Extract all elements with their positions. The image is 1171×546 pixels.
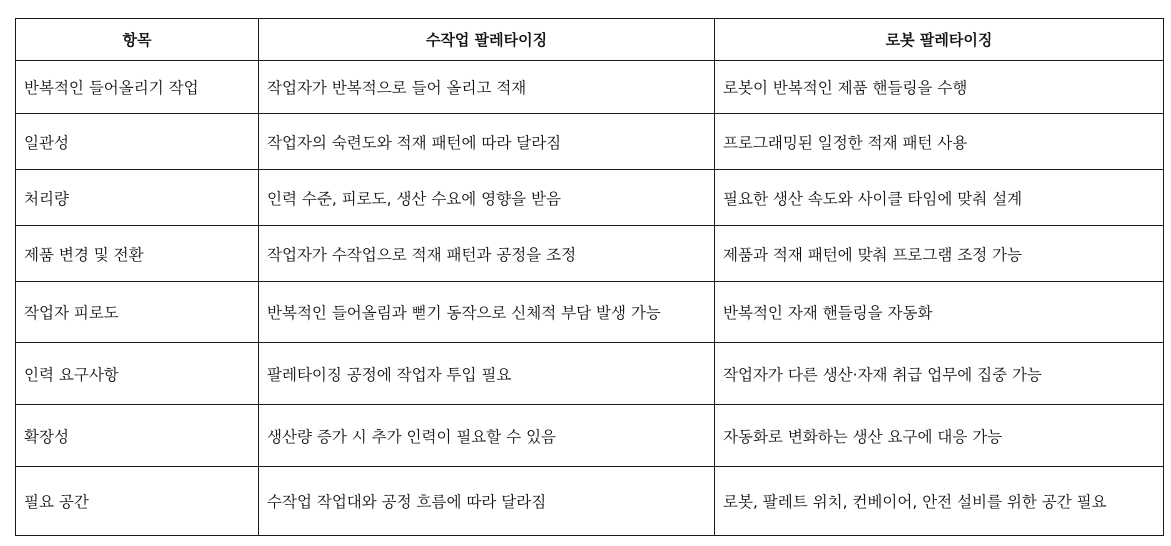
manual-cell: 작업자가 수작업으로 적재 패턴과 공정을 조정 bbox=[259, 226, 715, 282]
header-row bbox=[16, 19, 1164, 61]
table-row bbox=[16, 405, 1164, 467]
row-label: 처리량 bbox=[16, 170, 259, 226]
robot-cell: 프로그래밍된 일정한 적재 패턴 사용 bbox=[715, 114, 1164, 170]
table-row bbox=[16, 226, 1164, 282]
manual-cell: 생산량 증가 시 추가 인력이 필요할 수 있음 bbox=[259, 405, 715, 467]
row-label: 반복적인 들어올리기 작업 bbox=[16, 61, 259, 114]
header-robot-palletizing: 로봇 팔레타이징 bbox=[715, 19, 1164, 61]
row-label: 확장성 bbox=[16, 405, 259, 467]
manual-cell: 반복적인 들어올림과 뻗기 동작으로 신체적 부담 발생 가능 bbox=[259, 282, 715, 343]
table-row bbox=[16, 114, 1164, 170]
robot-cell: 자동화로 변화하는 생산 요구에 대응 가능 bbox=[715, 405, 1164, 467]
robot-cell: 반복적인 자재 핸들링을 자동화 bbox=[715, 282, 1164, 343]
comparison-table bbox=[15, 18, 1164, 536]
table-row bbox=[16, 343, 1164, 405]
robot-cell: 제품과 적재 패턴에 맞춰 프로그램 조정 가능 bbox=[715, 226, 1164, 282]
robot-cell: 로봇, 팔레트 위치, 컨베이어, 안전 설비를 위한 공간 필요 bbox=[715, 467, 1164, 536]
manual-cell: 작업자가 반복적으로 들어 올리고 적재 bbox=[259, 61, 715, 114]
header-item: 항목 bbox=[16, 19, 259, 61]
robot-cell: 작업자가 다른 생산·자재 취급 업무에 집중 가능 bbox=[715, 343, 1164, 405]
header-manual-palletizing: 수작업 팔레타이징 bbox=[259, 19, 715, 61]
row-label: 제품 변경 및 전환 bbox=[16, 226, 259, 282]
table-header bbox=[16, 19, 1164, 61]
table-row bbox=[16, 170, 1164, 226]
robot-cell: 로봇이 반복적인 제품 핸들링을 수행 bbox=[715, 61, 1164, 114]
table-body bbox=[16, 61, 1164, 536]
row-label: 일관성 bbox=[16, 114, 259, 170]
manual-cell: 작업자의 숙련도와 적재 패턴에 따라 달라짐 bbox=[259, 114, 715, 170]
manual-cell: 수작업 작업대와 공정 흐름에 따라 달라짐 bbox=[259, 467, 715, 536]
row-label: 인력 요구사항 bbox=[16, 343, 259, 405]
row-label: 필요 공간 bbox=[16, 467, 259, 536]
row-label: 작업자 피로도 bbox=[16, 282, 259, 343]
table-row bbox=[16, 467, 1164, 536]
table-row bbox=[16, 282, 1164, 343]
robot-cell: 필요한 생산 속도와 사이클 타임에 맞춰 설계 bbox=[715, 170, 1164, 226]
manual-cell: 팔레타이징 공정에 작업자 투입 필요 bbox=[259, 343, 715, 405]
table-row bbox=[16, 61, 1164, 114]
manual-cell: 인력 수준, 피로도, 생산 수요에 영향을 받음 bbox=[259, 170, 715, 226]
